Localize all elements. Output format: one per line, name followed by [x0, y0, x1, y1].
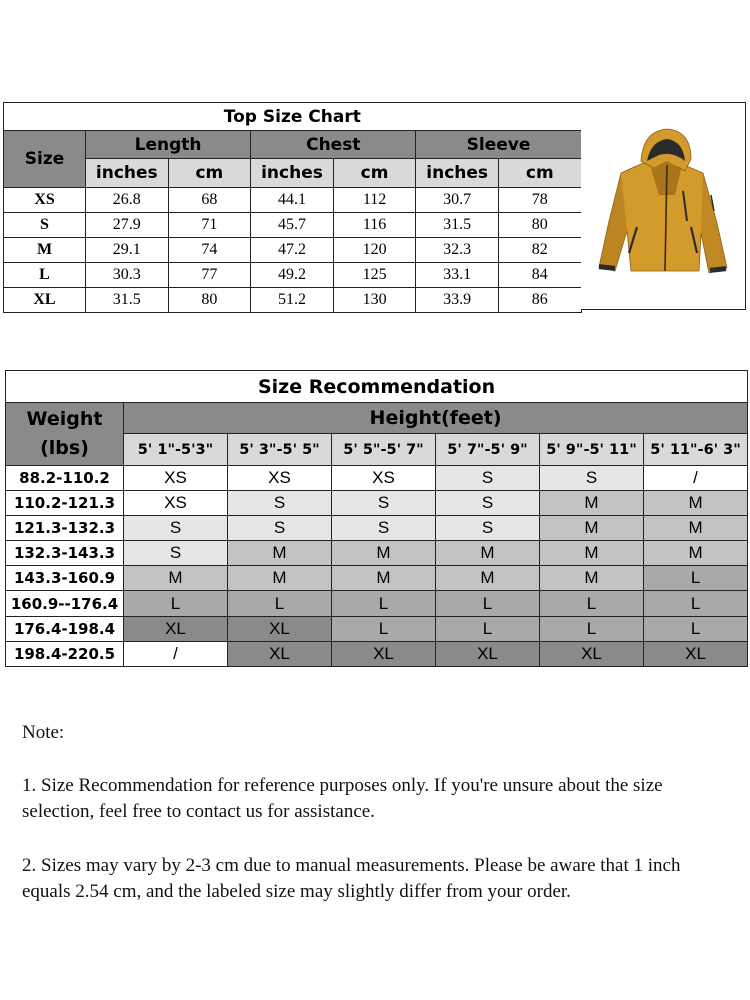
chest-header: Chest	[251, 131, 416, 159]
measurement-cell: 77	[168, 263, 251, 288]
top-size-chart-section	[3, 102, 745, 310]
measurement-cell: 125	[333, 263, 416, 288]
height-range-header: 5' 11"-6' 3"	[644, 434, 748, 465]
recommended-size-cell: M	[540, 566, 644, 591]
measurement-cell: 31.5	[86, 288, 169, 313]
sleeve-header: Sleeve	[416, 131, 581, 159]
measurement-cell: 33.1	[416, 263, 499, 288]
recommended-size-cell: M	[436, 566, 540, 591]
recommended-size-cell: S	[228, 490, 332, 515]
height-range-header: 5' 3"-5' 5"	[228, 434, 332, 465]
recommended-size-cell: M	[436, 541, 540, 566]
recommended-size-cell: S	[540, 465, 644, 490]
size-recommendation-table	[5, 370, 748, 667]
recommended-size-cell: XL	[124, 616, 228, 641]
note-title: Note:	[22, 722, 65, 743]
recommended-size-cell: S	[436, 490, 540, 515]
measurement-cell: 86	[498, 288, 581, 313]
size-chart-row	[4, 188, 582, 213]
size-chart-row	[4, 288, 582, 313]
recommended-size-cell: S	[124, 515, 228, 540]
recommended-size-cell: L	[332, 616, 436, 641]
measurement-cell: 49.2	[251, 263, 334, 288]
height-range-header: 5' 1"-5'3"	[124, 434, 228, 465]
recommended-size-cell: XS	[124, 465, 228, 490]
unit-header: inches	[86, 159, 169, 188]
measurement-cell: 68	[168, 188, 251, 213]
size-chart-title: Top Size Chart	[4, 103, 582, 131]
measurement-cell: 112	[333, 188, 416, 213]
height-range-header: 5' 7"-5' 9"	[436, 434, 540, 465]
recommended-size-cell: S	[436, 515, 540, 540]
measurement-cell: 82	[498, 238, 581, 263]
measurement-cell: 80	[498, 213, 581, 238]
recommended-size-cell: S	[436, 465, 540, 490]
recommended-size-cell: M	[540, 515, 644, 540]
recommended-size-cell: L	[540, 591, 644, 616]
recommended-size-cell: L	[644, 616, 748, 641]
weight-range-label: 143.3-160.9	[6, 566, 124, 591]
recommendation-row	[6, 616, 748, 641]
length-header: Length	[86, 131, 251, 159]
recommended-size-cell: M	[540, 541, 644, 566]
size-label: L	[4, 263, 86, 288]
measurement-cell: 44.1	[251, 188, 334, 213]
measurement-cell: 30.3	[86, 263, 169, 288]
measurement-cell: 26.8	[86, 188, 169, 213]
measurement-cell: 33.9	[416, 288, 499, 313]
recommended-size-cell: L	[228, 591, 332, 616]
measurement-cell: 71	[168, 213, 251, 238]
unit-header: cm	[333, 159, 416, 188]
recommendation-row	[6, 515, 748, 540]
size-chart-row	[4, 213, 582, 238]
recommendation-row	[6, 641, 748, 666]
recommended-size-cell: XS	[124, 490, 228, 515]
height-header: Height(feet)	[124, 403, 748, 434]
recommended-size-cell: M	[540, 490, 644, 515]
recommendation-row	[6, 541, 748, 566]
recommended-size-cell: S	[332, 515, 436, 540]
recommended-size-cell: S	[228, 515, 332, 540]
measurement-cell: 51.2	[251, 288, 334, 313]
weight-header-unit: (lbs)	[40, 436, 89, 459]
recommended-size-cell: L	[644, 591, 748, 616]
recommended-size-cell: M	[644, 515, 748, 540]
recommended-size-cell: /	[124, 641, 228, 666]
measurement-cell: 45.7	[251, 213, 334, 238]
weight-range-label: 88.2-110.2	[6, 465, 124, 490]
recommended-size-cell: S	[124, 541, 228, 566]
size-column-header: Size	[4, 131, 86, 188]
recommended-size-cell: XL	[644, 641, 748, 666]
recommended-size-cell: M	[332, 566, 436, 591]
measurement-cell: 27.9	[86, 213, 169, 238]
weight-range-label: 110.2-121.3	[6, 490, 124, 515]
weight-range-label: 198.4-220.5	[6, 641, 124, 666]
size-label: S	[4, 213, 86, 238]
measurement-cell: 120	[333, 238, 416, 263]
recommended-size-cell: L	[540, 616, 644, 641]
recommended-size-cell: M	[124, 566, 228, 591]
recommended-size-cell: XL	[228, 616, 332, 641]
recommendation-title: Size Recommendation	[6, 371, 748, 403]
recommendation-row	[6, 465, 748, 490]
size-label: XL	[4, 288, 86, 313]
weight-header	[6, 403, 124, 465]
recommendation-row	[6, 566, 748, 591]
weight-range-label: 176.4-198.4	[6, 616, 124, 641]
recommended-size-cell: L	[436, 591, 540, 616]
top-size-chart	[3, 102, 582, 313]
right-sleeve	[701, 173, 727, 273]
recommended-size-cell: L	[124, 591, 228, 616]
height-range-header: 5' 5"-5' 7"	[332, 434, 436, 465]
recommendation-row	[6, 591, 748, 616]
measurement-cell: 32.3	[416, 238, 499, 263]
unit-header: inches	[251, 159, 334, 188]
measurement-cell: 80	[168, 288, 251, 313]
unit-header: inches	[416, 159, 499, 188]
recommended-size-cell: L	[332, 591, 436, 616]
recommended-size-cell: XL	[540, 641, 644, 666]
measurement-cell: 29.1	[86, 238, 169, 263]
recommendation-row	[6, 490, 748, 515]
note-item: 2. Sizes may vary by 2-3 cm due to manual measurements. Please be aware that 1 inch equals 2.54 cm, and the labeled size may slightly differ from your order.	[22, 855, 681, 902]
recommended-size-cell: M	[644, 541, 748, 566]
product-image-cell	[581, 102, 746, 310]
size-chart-row	[4, 263, 582, 288]
size-label: M	[4, 238, 86, 263]
weight-header-line: Weight	[26, 407, 103, 430]
recommended-size-cell: M	[228, 541, 332, 566]
recommended-size-cell: L	[644, 566, 748, 591]
note-item: 1. Size Recommendation for reference purposes only. If you're unsure about the size selection, feel free to contact us for assistance.	[22, 775, 663, 822]
recommended-size-cell: S	[332, 490, 436, 515]
recommended-size-cell: M	[644, 490, 748, 515]
height-range-header: 5' 9"-5' 11"	[540, 434, 644, 465]
recommended-size-cell: M	[332, 541, 436, 566]
measurement-cell: 116	[333, 213, 416, 238]
jacket-image	[581, 103, 745, 309]
measurement-cell: 78	[498, 188, 581, 213]
weight-range-label: 132.3-143.3	[6, 541, 124, 566]
unit-header: cm	[498, 159, 581, 188]
size-label: XS	[4, 188, 86, 213]
measurement-cell: 130	[333, 288, 416, 313]
recommended-size-cell: XL	[436, 641, 540, 666]
measurement-cell: 47.2	[251, 238, 334, 263]
unit-header: cm	[168, 159, 251, 188]
weight-range-label: 160.9--176.4	[6, 591, 124, 616]
measurement-cell: 84	[498, 263, 581, 288]
recommended-size-cell: M	[228, 566, 332, 591]
weight-range-label: 121.3-132.3	[6, 515, 124, 540]
recommended-size-cell: XS	[228, 465, 332, 490]
measurement-cell: 31.5	[416, 213, 499, 238]
recommended-size-cell: XL	[332, 641, 436, 666]
measurement-cell: 30.7	[416, 188, 499, 213]
size-chart-row	[4, 238, 582, 263]
recommended-size-cell: L	[436, 616, 540, 641]
recommended-size-cell: /	[644, 465, 748, 490]
recommended-size-cell: XL	[228, 641, 332, 666]
recommended-size-cell: XS	[332, 465, 436, 490]
measurement-cell: 74	[168, 238, 251, 263]
